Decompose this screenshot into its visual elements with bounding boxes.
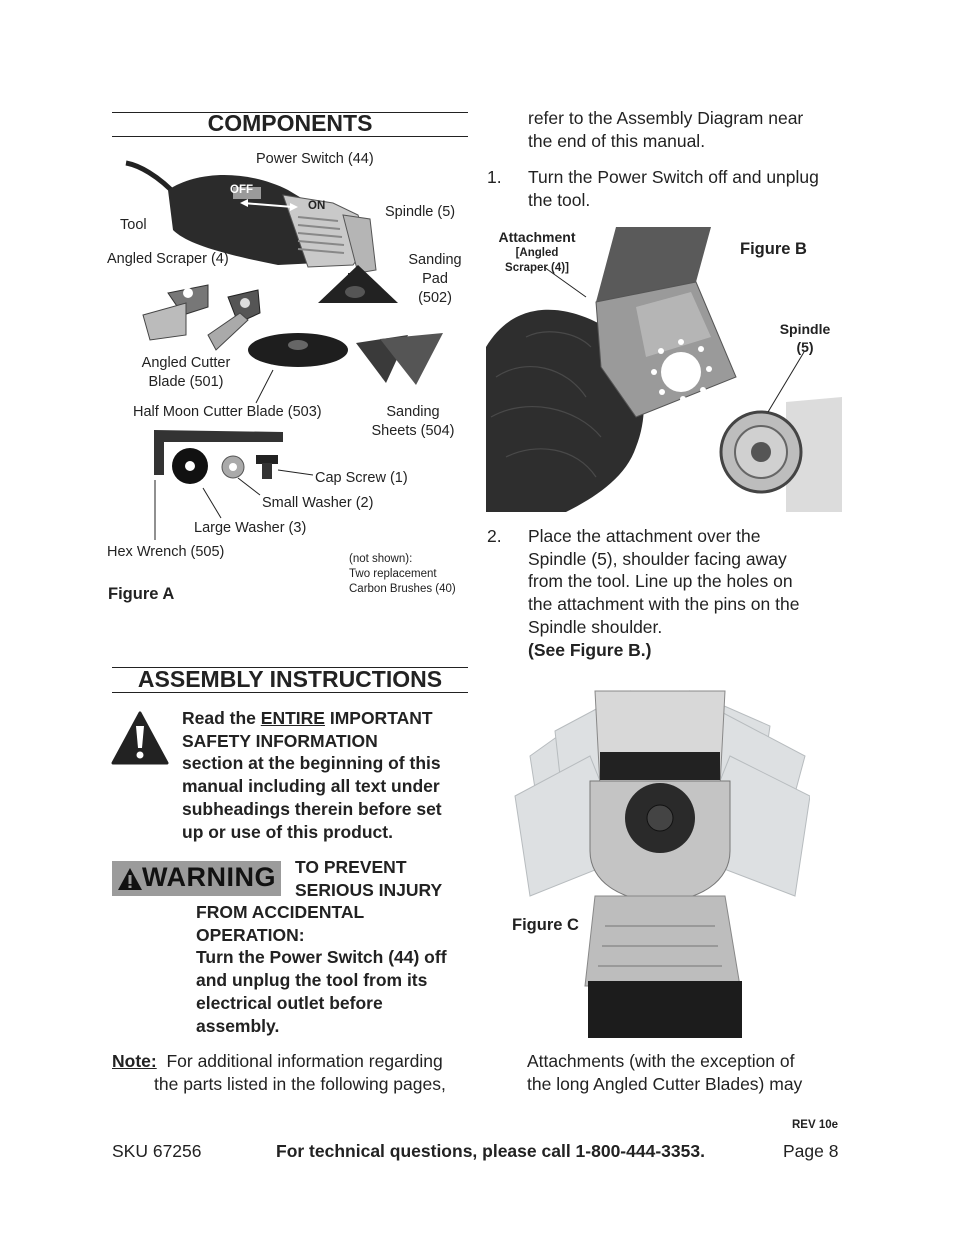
footer-sku: SKU 67256 — [112, 1141, 202, 1161]
footer-tech-support: For technical questions, please call 1-800-444-3353. — [276, 1141, 705, 1161]
figure-c-label: Figure C — [512, 916, 579, 934]
label-on: ON — [308, 200, 326, 212]
cap-screw-graphic — [256, 455, 278, 479]
figure-a-label: Figure A — [108, 585, 175, 603]
label-hex-wrench: Hex Wrench (505) — [107, 544, 225, 560]
step-2-number: 2. — [487, 526, 502, 546]
warning-text: FROM ACCIDENTAL OPERATION: Turn the Power Switch (44) off and unplug the tool from its electrical outlet before assembly. — [196, 902, 447, 1036]
label-small-washer: Small Washer (2) — [262, 495, 374, 511]
small-washer-graphic — [222, 456, 244, 478]
label-not-shown: (not shown): Two replacement Carbon Brushes (40) — [349, 553, 456, 595]
safety-notice: Read the ENTIRE IMPORTANT SAFETY INFORMATION section at the beginning of this manual including all text under subheadings therein before set up or use of this product. — [182, 708, 442, 842]
revision-label: REV 10e — [792, 1119, 839, 1131]
figure-b-label: Figure B — [740, 240, 807, 258]
warning-heading: TO PREVENT SERIOUS INJURY — [295, 857, 443, 900]
figure-b-spindle-label: Spindle (5) — [779, 321, 831, 355]
step-1-number: 1. — [487, 167, 502, 187]
caution-triangle-icon — [110, 710, 170, 766]
label-angled-cutter: Angled Cutter Blade (501) — [141, 355, 231, 390]
step-1-text: Turn the Power Switch off and unplug the tool. — [528, 167, 819, 210]
half-moon-blade-graphic — [248, 333, 348, 367]
footer-page-number: Page 8 — [783, 1141, 839, 1161]
assembly-bottom-rule — [112, 692, 468, 693]
angled-scraper-graphic — [143, 285, 208, 340]
angled-cutter-graphic — [208, 290, 260, 350]
figure-c-photo — [510, 686, 810, 1038]
label-off: OFF — [230, 184, 253, 196]
intro-text: refer to the Assembly Diagram near the end of this manual. — [528, 108, 804, 151]
assembly-heading: ASSEMBLY INSTRUCTIONS — [137, 666, 443, 692]
tool-graphic — [168, 175, 398, 303]
warning-badge-text: WARNING — [142, 862, 276, 892]
step-2-text: Place the attachment over the Spindle (5), shoulder facing away from the tool. Line up the holes on the attachment with the pins on the Spindle shoulder. (See Figure B.) — [528, 526, 800, 660]
label-spindle: Spindle (5) — [385, 204, 456, 220]
components-bottom-rule — [112, 136, 468, 137]
large-washer-graphic — [172, 448, 208, 484]
label-sanding-pad: Sanding Pad (502) — [408, 252, 462, 306]
closing-text: Attachments (with the exception of the long Angled Cutter Blades) may — [527, 1051, 803, 1094]
components-heading: COMPONENTS — [207, 110, 373, 136]
label-sanding-sheets: Sanding Sheets (504) — [371, 404, 455, 439]
label-half-moon: Half Moon Cutter Blade (503) — [133, 404, 322, 420]
note-paragraph: Note: For additional information regarding the parts listed in the following pages, — [112, 1051, 446, 1094]
warning-badge — [112, 861, 281, 896]
sanding-sheets-graphic — [356, 333, 443, 385]
label-tool: Tool — [120, 217, 147, 233]
label-cap-screw: Cap Screw (1) — [315, 470, 408, 486]
warning-triangle-icon — [116, 866, 144, 892]
label-power-switch: Power Switch (44) — [256, 151, 374, 167]
label-angled-scraper: Angled Scraper (4) — [107, 251, 229, 267]
label-large-washer: Large Washer (3) — [194, 520, 307, 536]
figure-b-attachment-label: Attachment [Angled Scraper (4)] — [498, 229, 576, 274]
